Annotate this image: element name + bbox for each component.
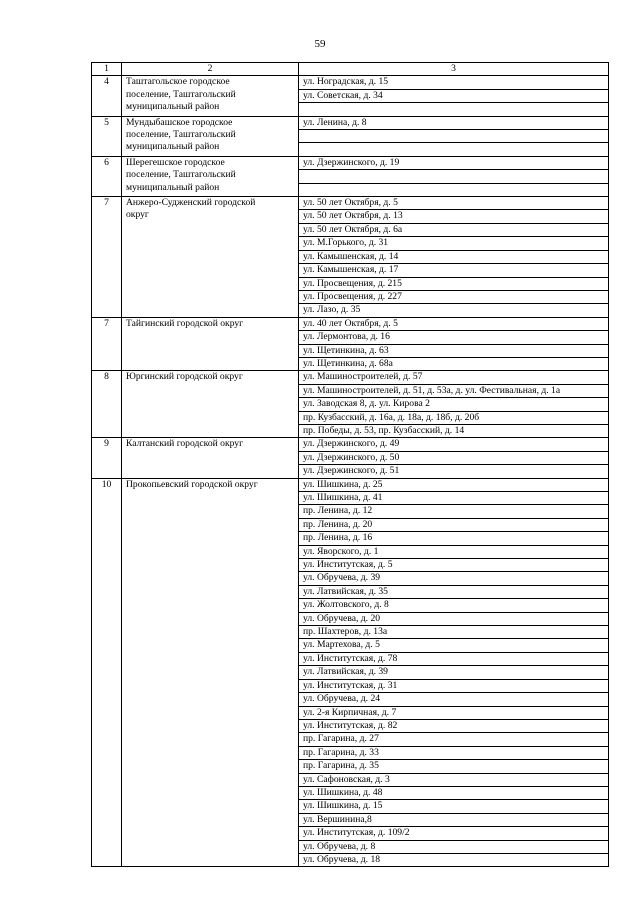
- address-cell: ул. Институтская, д. 5: [299, 559, 609, 572]
- address-cell: ул. Мартехова, д. 5: [299, 639, 609, 652]
- row-number: 10: [92, 478, 122, 867]
- address-cell: ул. Лермонтова, д. 16: [299, 331, 609, 344]
- territory-name-line: Мундыбашское городское: [126, 116, 233, 128]
- address-cell: ул. Дзержинского, д. 49: [299, 438, 609, 451]
- address-cell: [299, 130, 609, 143]
- address-cell: ул. Латвийская, д. 35: [299, 585, 609, 598]
- address-cell: ул. Просвещения, д. 227: [299, 290, 609, 303]
- address-cell: ул. М.Горького, д. 31: [299, 237, 609, 250]
- row-number: 7: [92, 317, 122, 371]
- address-cell: ул. Яворского, д. 1: [299, 545, 609, 558]
- column-header-number: 1: [92, 63, 122, 76]
- address-cell: ул. Институтская, д. 109/2: [299, 827, 609, 840]
- address-cell: [299, 170, 609, 183]
- row-number: 7: [92, 197, 122, 318]
- address-cell: [299, 143, 609, 156]
- address-cell: пр. Ленина, д. 12: [299, 505, 609, 518]
- address-cell: ул. 50 лет Октября, д. 5: [299, 197, 609, 210]
- address-cell: ул. Шишкина, д. 41: [299, 492, 609, 505]
- territory-name-line: муниципальный район: [126, 101, 220, 113]
- territory-name-line: муниципальный район: [126, 181, 220, 193]
- table-row: [92, 156, 609, 169]
- header-row: [92, 63, 609, 76]
- territory-name: [122, 76, 299, 116]
- column-header-territory: 2: [122, 63, 299, 76]
- territory-name-line: Калтанский городской округ: [126, 438, 244, 450]
- address-cell: ул. Машиностроителей, д. 57: [299, 371, 609, 384]
- territory-name-line: Юргинский городской округ: [126, 371, 243, 383]
- address-cell: ул. Дзержинского, д. 50: [299, 451, 609, 464]
- address-cell: [299, 103, 609, 116]
- row-number: 8: [92, 371, 122, 438]
- address-cell: ул. Машиностроителей, д. 51, д. 53а, д. ул. Фестивальная, д. 1а: [299, 384, 609, 397]
- address-cell: пр. Гагарина, д. 35: [299, 760, 609, 773]
- territory-name: [122, 156, 299, 196]
- address-cell: ул. 40 лет Октября, д. 5: [299, 317, 609, 330]
- address-cell: пр. Ленина, д. 16: [299, 532, 609, 545]
- territory-name-line: поселение, Таштагольский: [126, 129, 236, 141]
- territory-name-line: муниципальный район: [126, 141, 220, 153]
- address-cell: пр. Гагарина, д. 33: [299, 746, 609, 759]
- address-cell: ул. Жолтовского, д. 8: [299, 599, 609, 612]
- table-row: [92, 317, 609, 330]
- address-cell: ул. Обручева, д. 8: [299, 840, 609, 853]
- table-body: [92, 76, 609, 867]
- territory-name-line: поселение, Таштагольский: [126, 88, 236, 100]
- address-cell: ул. Камышенская, д. 14: [299, 250, 609, 263]
- table-row: [92, 197, 609, 210]
- table-row: [92, 478, 609, 491]
- row-number: 6: [92, 156, 122, 196]
- territory-name-line: Таштагольское городское: [126, 76, 230, 88]
- address-cell: ул. Дзержинского, д. 19: [299, 156, 609, 169]
- address-cell: пр. Шахтеров, д. 13а: [299, 626, 609, 639]
- address-cell: пр. Победы, д. 53, пр. Кузбасский, д. 14: [299, 424, 609, 437]
- address-cell: ул. Советская, д. 34: [299, 89, 609, 102]
- address-cell: ул. Дзержинского, д. 51: [299, 465, 609, 478]
- address-cell: ул. Обручева, д. 20: [299, 612, 609, 625]
- row-number: 4: [92, 76, 122, 116]
- territory-name: [122, 438, 299, 478]
- table-row: [92, 116, 609, 129]
- territory-name: [122, 197, 299, 318]
- page-number: 59: [314, 38, 326, 50]
- address-cell: ул. Просвещения, д. 215: [299, 277, 609, 290]
- territory-name: [122, 317, 299, 371]
- column-header-address: 3: [299, 63, 609, 76]
- address-cell: ул. Обручева, д. 18: [299, 853, 609, 866]
- address-cell: ул. Щетинкина, д. 63: [299, 344, 609, 357]
- address-cell: ул. Заводская 8, д. ул. Кирова 2: [299, 398, 609, 411]
- territory-name: [122, 371, 299, 438]
- address-cell: ул. Институтская, д. 78: [299, 652, 609, 665]
- address-cell: ул. Обручева, д. 24: [299, 693, 609, 706]
- address-cell: ул. Камышенская, д. 17: [299, 264, 609, 277]
- territory-name-line: округ: [126, 209, 149, 221]
- address-cell: ул. Ноградская, д. 15: [299, 76, 609, 89]
- address-cell: ул. Щетинкина, д. 68а: [299, 357, 609, 370]
- territory-name-line: Прокопьевский городской округ: [126, 478, 258, 490]
- territory-name-line: поселение, Таштагольский: [126, 169, 236, 181]
- territory-name-line: Тайгинский городской округ: [126, 317, 244, 329]
- address-cell: пр. Кузбасский, д. 16а, д. 18а, д. 18б, д. 20б: [299, 411, 609, 424]
- territory-name-line: Анжеро-Судженский городской: [126, 197, 256, 209]
- address-cell: ул. Ленина, д. 8: [299, 116, 609, 129]
- address-cell: ул. Институтская, д. 31: [299, 679, 609, 692]
- address-cell: ул. Вершинина,8: [299, 813, 609, 826]
- address-cell: [299, 183, 609, 196]
- row-number: 5: [92, 116, 122, 156]
- address-cell: ул. Шишкина, д. 48: [299, 786, 609, 799]
- address-cell: ул. 2-я Кирпичная, д. 7: [299, 706, 609, 719]
- address-cell: пр. Гагарина, д. 27: [299, 733, 609, 746]
- address-cell: ул. Шишкина, д. 15: [299, 800, 609, 813]
- table-row: [92, 438, 609, 451]
- address-cell: ул. Институтская, д. 82: [299, 719, 609, 732]
- address-cell: ул. Латвийская, д. 39: [299, 666, 609, 679]
- address-cell: пр. Ленина, д. 20: [299, 518, 609, 531]
- address-table: [91, 62, 609, 867]
- address-cell: ул. Шишкина, д. 25: [299, 478, 609, 491]
- territory-name: [122, 478, 299, 867]
- address-cell: ул. Лазо, д. 35: [299, 304, 609, 317]
- address-cell: ул. Сафоновская, д. 3: [299, 773, 609, 786]
- territory-name: [122, 116, 299, 156]
- address-cell: ул. Обручева, д. 39: [299, 572, 609, 585]
- address-cell: ул. 50 лет Октября, д. 13: [299, 210, 609, 223]
- address-cell: ул. 50 лет Октября, д. 6а: [299, 223, 609, 236]
- territory-name-line: Шерегешское городское: [126, 156, 225, 168]
- table-row: [92, 371, 609, 384]
- row-number: 9: [92, 438, 122, 478]
- table-row: [92, 76, 609, 89]
